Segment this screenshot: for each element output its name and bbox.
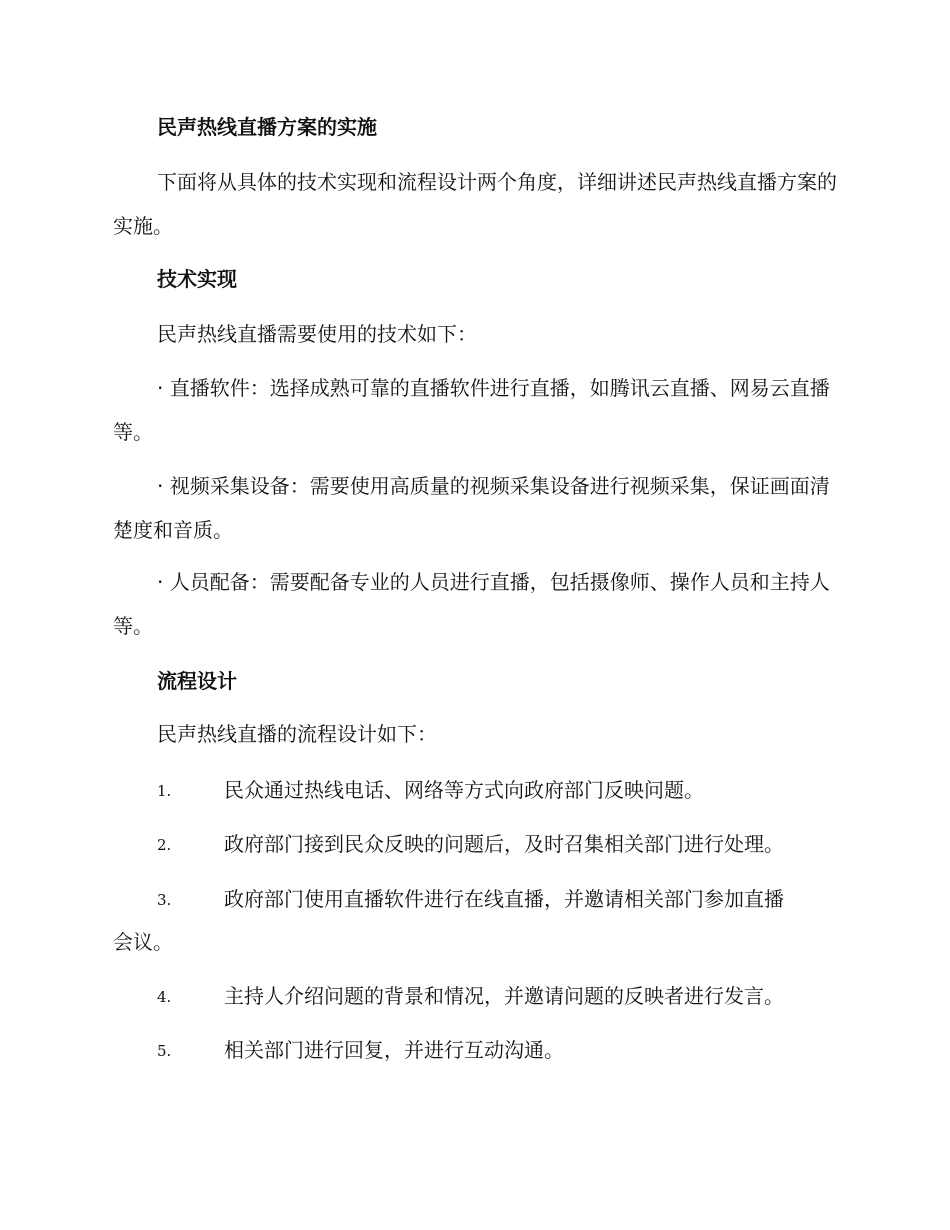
tech-heading: 技术实现 (157, 267, 237, 291)
flow-step-text: 相关部门进行回复，并进行互动沟通。 (224, 1038, 564, 1062)
flow-step-number: 3. (157, 891, 172, 909)
tech-bullet-video-equipment: · 视频采集设备：需要使用高质量的视频采集设备进行视频采集，保证画面清楚度和音质。 (113, 474, 830, 542)
tech-lead: 民声热线直播需要使用的技术如下： (157, 322, 477, 346)
flow-step-number: 5. (157, 1042, 172, 1060)
flow-step-number: 2. (157, 836, 172, 854)
intro-paragraph: 下面将从具体的技术实现和流程设计两个角度，详细讲述民声热线直播方案的实施。 (113, 170, 837, 238)
flow-step-text: 民众通过热线电话、网络等方式向政府部门反映问题。 (224, 778, 704, 802)
tech-bullet-software: · 直播软件：选择成熟可靠的直播软件进行直播，如腾讯云直播、网易云直播等。 (113, 376, 830, 444)
tech-bullet-staffing: · 人员配备：需要配备专业的人员进行直播，包括摄像师、操作人员和主持人等。 (113, 570, 830, 638)
flow-step-number: 1. (157, 782, 172, 800)
flow-step-text: 政府部门接到民众反映的问题后，及时召集相关部门进行处理。 (224, 832, 784, 856)
flow-heading: 流程设计 (157, 669, 237, 693)
flow-step-number: 4. (157, 988, 172, 1006)
flow-step-text: 主持人介绍问题的背景和情况，并邀请问题的反映者进行发言。 (224, 984, 784, 1008)
flow-lead: 民声热线直播的流程设计如下： (157, 722, 437, 746)
flow-step-text-continuation: 会议。 (113, 930, 173, 954)
section-title: 民声热线直播方案的实施 (157, 115, 377, 139)
flow-step-text: 政府部门使用直播软件进行在线直播，并邀请相关部门参加直播 (224, 887, 784, 911)
